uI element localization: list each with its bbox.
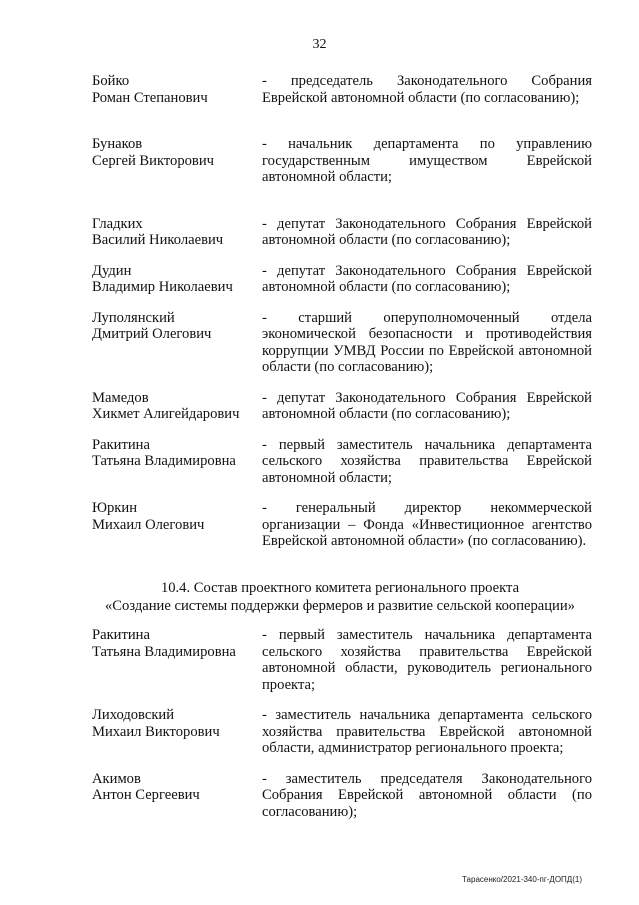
section-heading bbox=[60, 579, 620, 615]
member-name bbox=[92, 216, 262, 249]
member-role: - начальник департамента по управлению государственным имуществом Еврейской автономной области; bbox=[262, 136, 592, 185]
section-heading-line-1: 10.4. Состав проектного комитета регионального проекта bbox=[160, 580, 520, 596]
member-name bbox=[92, 771, 262, 821]
member-entry bbox=[92, 73, 592, 106]
member-name bbox=[92, 437, 262, 487]
member-role: - старший оперуполномоченный отдела экономической безопасности и противодействия коррупции УМВД России по Еврейской автономной области (по согласованию); bbox=[262, 309, 592, 375]
member-role: - депутат Законодательного Собрания Еврейской автономной области (по согласованию); bbox=[262, 389, 592, 422]
member-name bbox=[92, 263, 262, 296]
member-entry bbox=[92, 707, 592, 757]
member-surname: Ракитина bbox=[92, 627, 150, 643]
member-entry bbox=[92, 500, 592, 550]
member-name bbox=[92, 136, 262, 186]
member-given-names: Татьяна Владимировна bbox=[92, 643, 236, 660]
member-surname: Акимов bbox=[92, 770, 141, 787]
member-surname: Бунаков bbox=[92, 136, 143, 152]
member-given-names: Антон Сергеевич bbox=[92, 787, 200, 803]
member-entry bbox=[92, 310, 592, 376]
page-number: 32 bbox=[312, 37, 327, 52]
members-list-2 bbox=[92, 627, 592, 820]
member-name bbox=[92, 73, 262, 106]
member-name bbox=[92, 627, 262, 693]
member-surname: Бойко bbox=[92, 73, 130, 89]
member-given-names: Хикмет Алигейдарович bbox=[92, 406, 240, 422]
member-given-names: Роман Степанович bbox=[92, 89, 208, 106]
member-entry bbox=[92, 437, 592, 487]
member-name bbox=[92, 310, 262, 376]
member-given-names: Татьяна Владимировна bbox=[92, 453, 236, 469]
member-surname: Гладких bbox=[92, 215, 143, 232]
member-surname: Юркин bbox=[92, 500, 138, 516]
member-role: - депутат Законодательного Собрания Еврейской автономной области (по согласованию); bbox=[262, 262, 592, 295]
member-entry bbox=[92, 263, 592, 296]
member-role: - первый заместитель начальника департамента сельского хозяйства правительства Еврейской автономной области, руководитель регионального проекта; bbox=[262, 627, 592, 693]
member-role: - заместитель начальника департамента сельского хозяйства правительства Еврейской автономной области, администратор регионального проекта; bbox=[262, 707, 592, 756]
member-surname: Ракитина bbox=[92, 436, 150, 453]
member-surname: Луполянский bbox=[92, 309, 175, 326]
member-name bbox=[92, 707, 262, 757]
member-entry bbox=[92, 390, 592, 423]
member-role: - председатель Законодательного Собрания Еврейской автономной области (по согласованию); bbox=[262, 73, 592, 106]
member-role: - заместитель председателя Законодательного Собрания Еврейской автономной области (по согласованию); bbox=[262, 770, 592, 820]
members-list-1 bbox=[92, 73, 592, 550]
member-entry bbox=[92, 216, 592, 249]
member-surname: Дудин bbox=[92, 262, 132, 279]
member-given-names: Михаил Олегович bbox=[92, 516, 205, 533]
section-heading-line-2: «Создание системы поддержки фермеров и развитие сельской кооперации» bbox=[105, 598, 575, 614]
member-entry bbox=[92, 627, 592, 693]
member-role: - депутат Законодательного Собрания Еврейской автономной области (по согласованию); bbox=[262, 215, 592, 248]
member-given-names: Михаил Викторович bbox=[92, 723, 220, 740]
member-given-names: Владимир Николаевич bbox=[92, 279, 233, 295]
document-footer-code: Тарасенко/2021-340-пг-ДОПД(1) bbox=[462, 875, 582, 884]
member-role: - генеральный директор некоммерческой организации – Фонда «Инвестиционное агентство Еврейской автономной области» (по согласованию). bbox=[262, 500, 592, 549]
member-entry bbox=[92, 136, 592, 186]
member-surname: Лиходовский bbox=[92, 707, 175, 723]
member-name bbox=[92, 390, 262, 423]
member-surname: Мамедов bbox=[92, 389, 149, 406]
member-role: - первый заместитель начальника департамента сельского хозяйства правительства Еврейской автономной области; bbox=[262, 436, 592, 486]
member-name bbox=[92, 500, 262, 550]
member-given-names: Василий Николаевич bbox=[92, 232, 224, 248]
member-entry bbox=[92, 771, 592, 821]
member-given-names: Сергей Викторович bbox=[92, 152, 214, 169]
member-given-names: Дмитрий Олегович bbox=[92, 326, 212, 342]
